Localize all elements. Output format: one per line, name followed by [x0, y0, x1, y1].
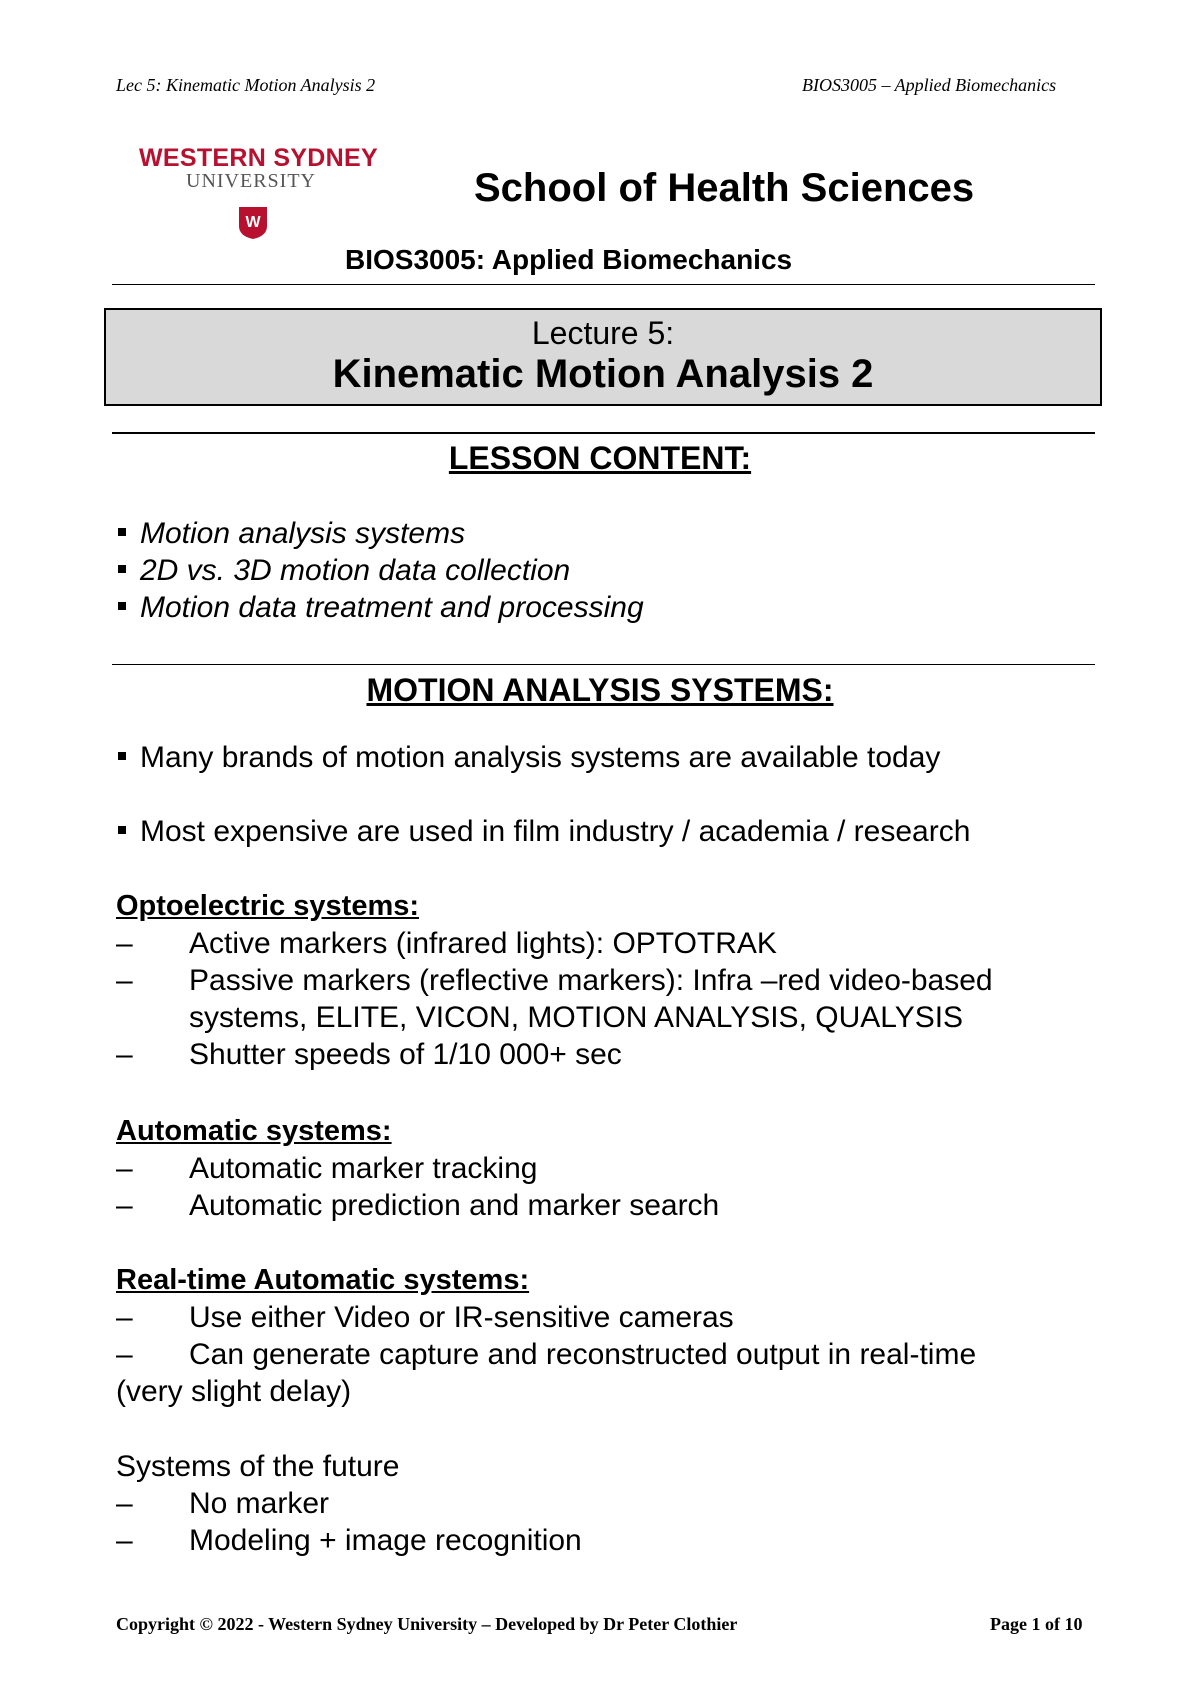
bullet-square-icon: [118, 752, 126, 760]
list-item: Many brands of motion analysis systems are available today: [118, 741, 940, 775]
footer-page-number: Page 1 of 10: [990, 1614, 1083, 1634]
lesson-content-heading: LESSON CONTENT:: [448, 440, 752, 476]
list-item: 2D vs. 3D motion data collection: [118, 554, 570, 588]
dash-marker: –: [116, 1487, 133, 1520]
lecture-number: Lecture 5:: [531, 315, 675, 351]
list-item: Active markers (infrared lights): OPTOTRAK: [189, 927, 777, 960]
bullet-square-icon: [118, 826, 126, 834]
list-item: Passive markers (reflective markers): Infra –red video-based: [189, 964, 993, 997]
running-header-left: Lec 5: Kinematic Motion Analysis 2: [116, 75, 376, 95]
university-shield-icon: [238, 206, 268, 240]
bullet-square-icon: [118, 528, 126, 536]
list-item: Shutter speeds of 1/10 000+ sec: [189, 1038, 622, 1071]
list-item: Motion analysis systems: [118, 517, 465, 551]
list-item: Automatic prediction and marker search: [189, 1189, 720, 1222]
footer-copyright: Copyright © 2022 - Western Sydney University – Developed by Dr Peter Clothier: [116, 1614, 738, 1634]
list-item: Motion data treatment and processing: [118, 591, 644, 625]
school-name: School of Health Sciences: [474, 166, 975, 210]
realtime-systems-heading: Real-time Automatic systems:: [116, 1264, 530, 1296]
list-item: No marker: [189, 1487, 330, 1520]
optoelectric-heading: Optoelectric systems:: [116, 890, 420, 922]
bullet-square-icon: [118, 602, 126, 610]
bullet-square-icon: [118, 565, 126, 573]
list-item: Automatic marker tracking: [189, 1152, 538, 1185]
list-item: Modeling + image recognition: [189, 1524, 582, 1557]
dash-marker: –: [116, 1038, 133, 1071]
list-item: Most expensive are used in film industry / academia / research: [118, 815, 970, 849]
list-item: Can generate capture and reconstructed output in real-time: [189, 1338, 977, 1371]
university-logo-name: WESTERN SYDNEY: [139, 144, 378, 172]
list-item: Use either Video or IR-sensitive cameras: [189, 1301, 734, 1334]
divider: [112, 664, 1095, 665]
shield-letter: W: [245, 214, 261, 231]
lecture-title-box: [104, 308, 1102, 406]
dash-marker: –: [116, 927, 133, 960]
dash-marker: –: [116, 1524, 133, 1557]
list-item-continuation: systems, ELITE, VICON, MOTION ANALYSIS, QUALYSIS: [189, 1001, 964, 1034]
automatic-systems-heading: Automatic systems:: [116, 1115, 392, 1147]
future-systems-heading: Systems of the future: [116, 1450, 400, 1483]
dash-marker: –: [116, 1301, 133, 1334]
university-logo-subname: UNIVERSITY: [186, 170, 316, 192]
dash-marker: –: [116, 1338, 133, 1371]
dash-marker: –: [116, 1189, 133, 1222]
dash-marker: –: [116, 964, 133, 997]
divider: [112, 284, 1095, 285]
course-title: BIOS3005: Applied Biomechanics: [345, 244, 793, 275]
divider: [112, 432, 1095, 434]
motion-analysis-systems-heading: MOTION ANALYSIS SYSTEMS:: [366, 672, 834, 708]
list-item-continuation: (very slight delay): [116, 1375, 352, 1408]
dash-marker: –: [116, 1152, 133, 1185]
running-header-right: BIOS3005 – Applied Biomechanics: [802, 75, 1057, 95]
lecture-title: Kinematic Motion Analysis 2: [332, 352, 874, 397]
